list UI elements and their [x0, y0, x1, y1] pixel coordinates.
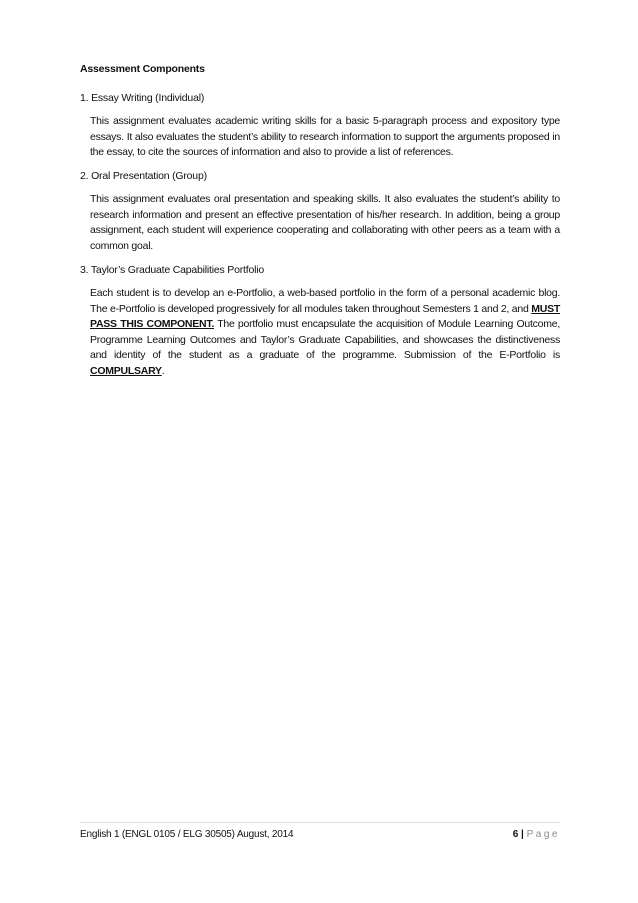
portfolio-text-part-3: .: [161, 364, 165, 377]
section-heading-oral: 2. Oral Presentation (Group): [80, 170, 207, 182]
page-word: Page: [526, 829, 560, 840]
portfolio-text-part-1: Each student is to develop an e-Portfolio, a web-based portfolio in the form of a personal academic blog. The e-Portfolio is developed progressively for all modules taken throughout Semesters 1 and 2, and: [90, 287, 560, 315]
footer-page-indicator: [513, 829, 560, 840]
page-heading: Assessment Components: [80, 63, 205, 75]
section-text-portfolio: [90, 286, 560, 379]
section-heading-essay: 1. Essay Writing (Individual): [80, 92, 205, 104]
footer-separator: |: [521, 829, 524, 840]
section-text-oral: This assignment evaluates oral presentation and speaking skills. It also evaluates the student’s ability to research information and present an effective presentation of his/her research. In addition, being a group assignment, each student will experience cooperating and collaborating with other peers as a team with a common goal.: [90, 193, 560, 252]
must-pass-emphasis: MUST PASS THIS COMPONENT.: [90, 302, 560, 330]
section-heading-portfolio: 3. Taylor’s Graduate Capabilities Portfolio: [80, 264, 265, 276]
portfolio-text-part-2: The portfolio must encapsulate the acquisition of Module Learning Outcome, Programme Learning Outcomes and Taylor’s Graduate Capabilities, and showcases the distinctiveness and identity of the student as a graduate of the programme. Submission of the E-Portfolio is: [90, 318, 560, 361]
compulsary-emphasis: COMPULSARY: [90, 364, 162, 377]
footer-course-info: English 1 (ENGL 0105 / ELG 30505) August, 2014: [80, 829, 294, 840]
section-text-essay: This assignment evaluates academic writing skills for a basic 5-paragraph process and expository type essays. It also evaluates the student’s ability to research information to support the arguments proposed in the essay, to cite the sources of information and also to provide a list of references.: [90, 115, 560, 158]
footer-divider: [80, 822, 560, 823]
page-number: 6: [512, 829, 519, 840]
